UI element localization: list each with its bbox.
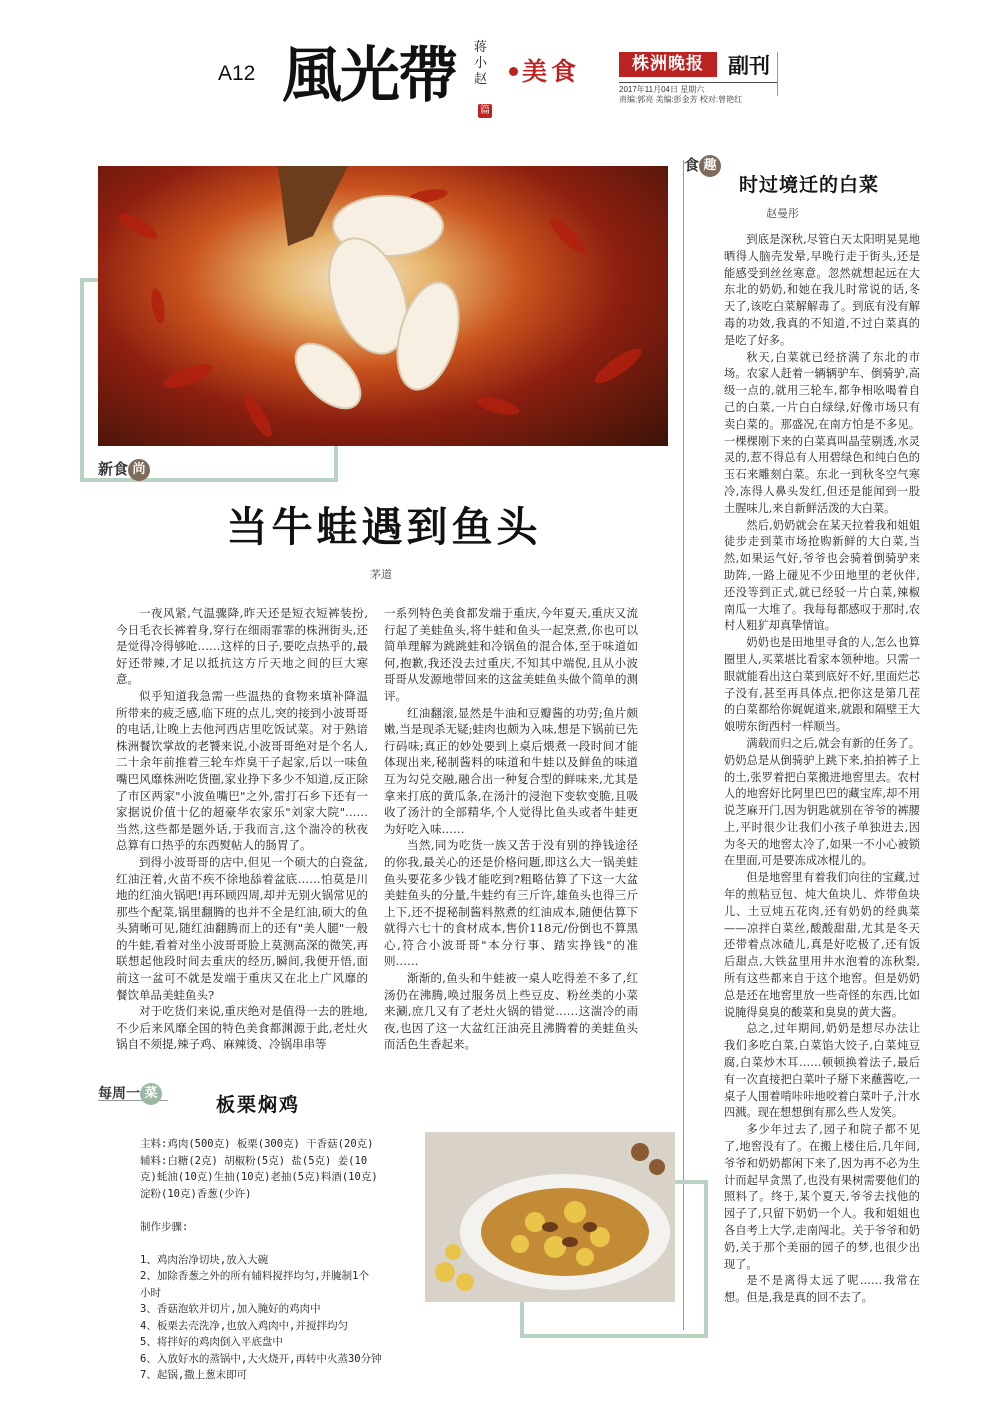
article-byline: 茅道 — [370, 568, 392, 581]
recipe-photo-chestnut-chicken — [425, 1132, 675, 1302]
paragraph: 一夜风紧,气温骤降,昨天还是短衣短裤装扮,今日毛衣长裤着身,穿行在细雨霏霏的株洲街头,还是觉得冷得够呛……这样的日子,要吃点热乎的,最好还带辣,才足以抵抗这方斤天地之间的巨大寒意。 — [116, 606, 368, 687]
paragraph: 秋天,白菜就已经挤满了东北的市场。农家人赶着一辆辆驴车、倒骑驴,高级一点的,就用三轮车,都争相吆喝着自己的白菜,一片白白绿绿,好像市场只有卖白菜的。那盛况,在南方怕是不多见。一棵棵刚下来的白菜真叫晶莹剔透,水灵灵的,惹不得总有人用碧绿色和纯白色的玉石来雕刻白菜。东北一到秋冬空气寒冷,冻得人鼻头发红,但还是能闻到一股土腥味儿,来自新鲜活泼的大白菜。 — [724, 350, 920, 515]
calligraphy-signature: 蒋小赵 — [474, 40, 488, 87]
recipe-title: 板栗焖鸡 — [216, 1094, 301, 1116]
recipe-line: 6、入放好水的蒸锅中,大火烧开,再转中火蒸30分钟 — [140, 1352, 382, 1365]
sidebar-body — [724, 232, 920, 1362]
paragraph: 对于吃货们来说,重庆绝对是值得一去的胜地,不少后来风靡全国的特色美食都渊源于此,老灶火锅自不须提,辣子鸡、麻辣烫、冷锅串串等 — [116, 1004, 368, 1052]
paragraph: 当然,同为吃货一族又苦于没有别的挣钱途径的你我,最关心的还是价格问题,即这么大一锅美蛙鱼头要花多少钱才能吃到?粗略估算了下这一大盆美蛙鱼头的分量,牛蛙约有三斤许,雄鱼头也得三斤上下,还不提秘制酱料熬煮的红油成本,随便估算下就得六七十的食材成本,售价118元/份倒也不算黑心,符合小波哥哥"本分行事、踏实挣钱"的准则…… — [384, 838, 638, 969]
recipe-line: 辅料:白糖(2克) 胡椒粉(5克) 盐(5克) 姜(10 — [140, 1154, 368, 1167]
paragraph: 到底是深秋,尽管白天太阳明晃晃地晒得人脑壳发晕,早晚行走于街头,还是能感受到丝丝寒意。忽然就想起远在大东北的奶奶,和她在我儿时常说的话,冬天了,该吃白菜解解毒了。到底有没有解毒的功效,我真的不知道,不过白菜真的是吃了好多。 — [724, 233, 920, 347]
recipe-line: 2、加除香葱之外的所有辅料搅拌均匀,并腌制1个 — [140, 1270, 369, 1282]
recipe-line: 5、将拌好的鸡肉倒入平底盘中 — [140, 1336, 283, 1348]
recipe-line — [140, 1235, 425, 1252]
sidebar-byline: 赵曼彤 — [766, 207, 799, 220]
paragraph: 一系列特色美食都发端于重庆,今年夏天,重庆又流行起了美蛙鱼头,将牛蛙和鱼头一起烹煮,你也可以简单理解为跳跳蛙和冷锅鱼的混合体,至于味道如何,抱歉,我还没去过重庆,不知其中端倪,且从小波哥哥从发源地带回来的这盆美蛙鱼头做个简单的测评。 — [384, 606, 638, 703]
recipe-line: 主料:鸡肉(500克) 板栗(300克) 干香菇(20克) — [140, 1138, 374, 1150]
red-dot-icon — [509, 67, 518, 76]
tag-text: 每周一 — [98, 1086, 140, 1102]
recipe-line: 7、起锅,撒上葱末即可 — [140, 1369, 248, 1381]
header-divider — [777, 52, 778, 96]
page-number: A12 — [218, 62, 256, 85]
section-name: 美食 — [522, 57, 581, 86]
paragraph: 多少年过去了,园子和院子都不见了,地窖没有了。在搬上楼住后,几年间,爷爷和奶奶都闲下来了,因为再不必为生计而起早贪黑了,也没有果树需要他们的照料了。终于,某个夏天,爷爷去找他的园子了,只留下奶奶一个人。我和姐姐也各自考上大学,走南闯北。关于爷爷和奶奶,关于那个美丽的园子的梦,也很少出现了。 — [724, 1123, 920, 1271]
section-tag-new-food — [98, 458, 150, 481]
paragraph: 总之,过年期间,奶奶是想尽办法让我们多吃白菜,白菜馅大饺子,白菜炖豆腐,白菜炒木耳……顿顿换着法子,最后有一次直接把白菜叶子掰下来蘸酱吃,一桌子人围着啃咔咔地咬着白菜叶子,汁水四溅。现在想想倒有那么些人发笑。 — [724, 1022, 920, 1120]
issue-editors: 责编:郭亮 美编:彭金芳 校对:曾艳红 — [619, 95, 743, 104]
recipe-line: 3、香菇泡软并切片,加入腌好的鸡肉中 — [140, 1303, 321, 1315]
header-rule — [619, 82, 777, 83]
issue-date: 2017年11月04日 星期六 — [619, 85, 705, 94]
paragraph: 似乎知道我急需一些温热的食物来填补降温所带来的疲乏感,临下班的点儿,突的接到小波哥哥的电话,让晚上去他河西店里吃饭试菜。对于熟谙株洲餐饮掌故的老饕来说,小波哥哥绝对是个名人,二十余年前推着三轮车炸臭干子起家,后以一味鱼嘴巴风靡株洲吃货圈,家业挣下多少不知道,反正除了市区两家"小波鱼嘴巴"之外,雷打石乡下还有一家据说价值十亿的超豪华农家乐"刘家大院"……当然,这些都是题外话,于我而言,这个湍冷的秋夜总算有口热乎的东西熨帖人的肠胃了。 — [116, 688, 368, 853]
paragraph: 红油翻滚,显然是牛油和豆瓣酱的功劳;鱼片颇嫩,当是现杀无疑;蛙肉也颇为入味,想是下锅前已先行码味;真正的妙处要到上桌后煨煮一段时间才能体现出来,秘制酱料的味道和牛蛙以及鲜鱼的味道互为勾兑交融,融合出一种复合型的鲜味来,尤其是拿来打底的黄瓜条,在汤汁的浸泡下变软变脆,且吸收了汤汁的全部精华,个人觉得比鱼头或者牛蛙更为好吃入味…… — [384, 705, 638, 836]
tag-circle-badge: 菜 — [140, 1083, 162, 1105]
paragraph: 奶奶也是田地里寻食的人,怎么也算圈里人,买菜堪比看家本领种地。只需一眼就能看出这白菜到底好不好,里面烂芯子没有,甚至再具体点,把你这是第几茬的白菜都给你娓娓道来,就跟和隔壁王大娘唠东街西村一样顺当。 — [724, 636, 920, 734]
article-column-1 — [116, 605, 368, 1063]
red-seal-stamp: 篇 — [480, 105, 490, 116]
paragraph: 渐渐的,鱼头和牛蛙被一桌人吃得差不多了,红汤仍在沸腾,唤过服务员上些豆皮、粉丝类的小菜来涮,庶几又有了老灶火锅的错觉……这湍冷的雨夜,也因了这一大盆红汪油亮且沸腾着的美蛙鱼头而活色生香起来。 — [384, 971, 638, 1052]
column-divider — [683, 160, 684, 1330]
recipe-line: 克)蚝油(10克)生抽(10克)老抽(5克)料酒(10克) — [140, 1171, 378, 1183]
recipe-line: 制作步骤: — [140, 1220, 189, 1233]
paragraph: 但是地窖里有着我们向往的宝藏,过年的煎粘豆包、炖大鱼块儿、炸带鱼块儿、土豆炖五花肉,还有奶奶的经典菜——凉拌白菜丝,酸酸甜甜,尤其是冬天还带着点冰碴儿,真是好吃极了,还有饭后甜点,大铁盆里用井水泡着的冻秋梨,所有这些都来自于这个地窖。但是奶奶总是还在地窖里放一些奇怪的东西,比如说腌得臭臭的酸菜和臭臭的黄大酱。 — [724, 871, 920, 1019]
section-brand-title: 風光帶 — [282, 41, 456, 111]
newspaper-logo: 株洲晚报 — [619, 52, 717, 77]
tag-circle-badge: 尚 — [128, 459, 150, 481]
recipe-body — [140, 1136, 425, 1384]
issue-meta — [619, 85, 789, 105]
recipe-line: 1、鸡肉治净切块,放入大碗 — [140, 1253, 269, 1266]
recipe-line: 4、板栗去壳洗净,也放入鸡肉中,并搅拌均匀 — [140, 1319, 348, 1332]
dish-illustration — [425, 1132, 675, 1302]
tag-text: 新食 — [98, 460, 129, 478]
paragraph: 到得小波哥哥的店中,但见一个硕大的白瓷盆,红油汪着,火苗不疾不徐地舔着盆底……怕莫是川地的红油火锅吧!再环顾四周,却并无别火锅常见的那些个配菜,锅里翻腾的也并不全是红油,硕大的鱼头猜晰可见,随红油翻腾而上的还有"美人腿"一般的牛蛙,看着对坐小波哥哥脸上莫测高深的微笑,再联想起他段时间去重庆的经历,瞬间,我便开悟,面前这一盆可不就是发端于重庆又在北上广风靡的餐饮单品美蛙鱼头? — [116, 854, 368, 1002]
recipe-section-tag — [98, 1083, 162, 1105]
hero-illustration — [98, 166, 668, 446]
tag-text: 食 — [684, 156, 700, 174]
paragraph: 满载而归之后,就会有新的任务了。奶奶总是从倒骑驴上跳下来,拍拍裤子上的土,张罗着把白菜搬进地窖里去。农村人的地窖好比阿里巴巴的藏宝库,却不用说芝麻开门,因为钥匙就别在爷爷的裤腰上,平时很少让我们小孩子单独进去,因为冬天的地窖太冷了,如果一不小心被锁在里面,可是要冻成冰棍儿的。 — [724, 736, 920, 868]
article-headline: 当牛蛙遇到鱼头 — [226, 503, 542, 551]
paragraph: 是不是离得太远了呢……我常在想。但是,我是真的回不去了。 — [724, 1274, 920, 1305]
recipe-line: 小时 — [140, 1286, 161, 1299]
sidebar-title: 时过境迁的白菜 — [739, 174, 880, 196]
hero-photo-frog-fish-pot — [98, 166, 668, 446]
tag-circle-badge: 趣 — [699, 155, 721, 177]
recipe-line: 淀粉(10克)香葱(少许) — [140, 1187, 252, 1200]
sidebar-tag — [684, 154, 721, 177]
paragraph: 然后,奶奶就会在某天拉着我和姐姐徒步走到菜市场抢购新鲜的大白菜,当然,如果运气好,爷爷也会骑着倒骑驴来助阵,一路上碰见不少田地里的老伙伴,还没等到正式,就已经驳一片白菜,辣椒南瓜一大堆了。我每每都感叹于那时,农村人粗犷却真挚情谊。 — [724, 518, 920, 633]
supplement-label: 副刊 — [728, 55, 770, 78]
recipe-line — [140, 1202, 425, 1219]
article-column-2 — [384, 605, 638, 1063]
